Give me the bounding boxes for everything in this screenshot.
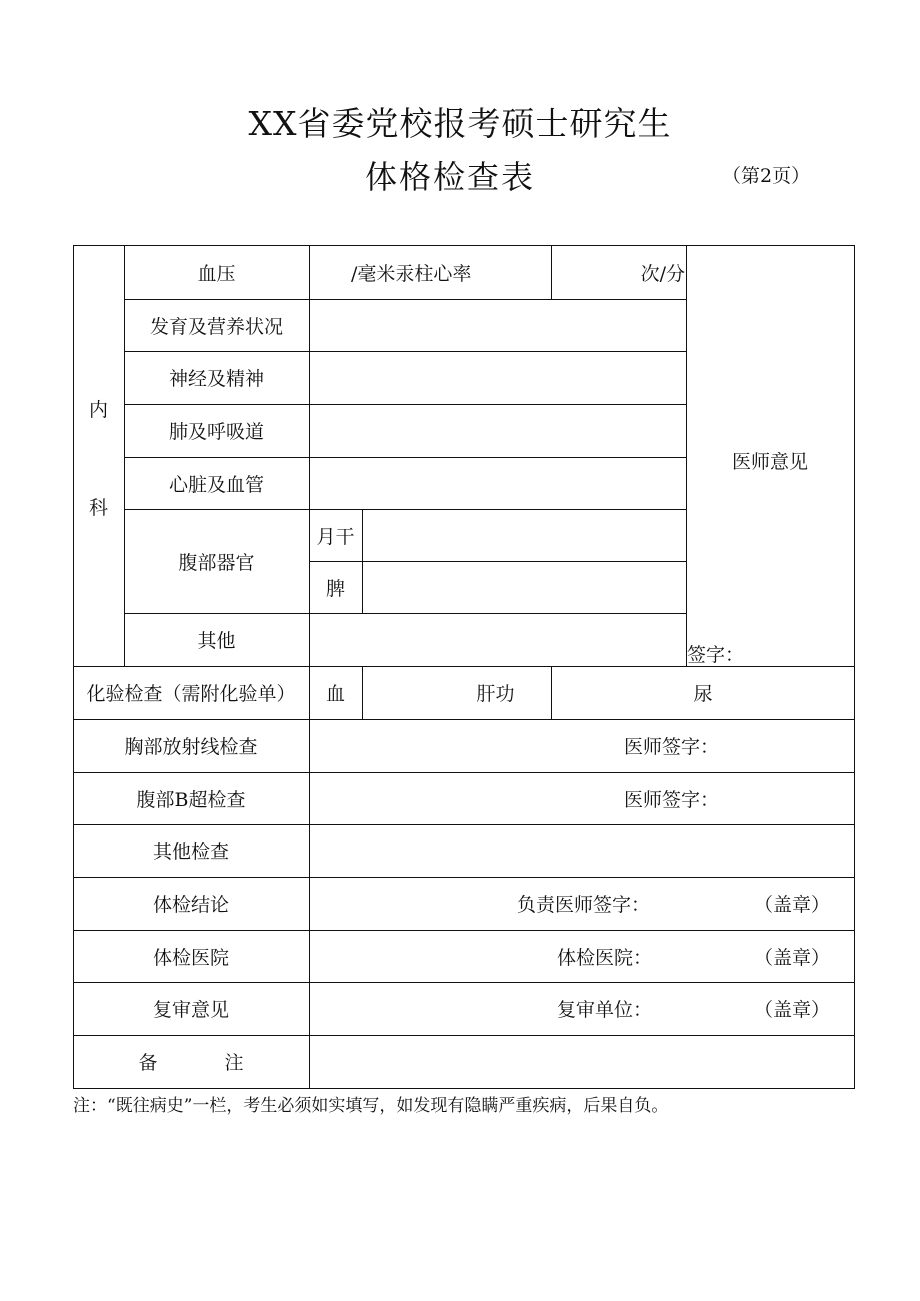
b-ultrasound-label: 腹部B超检查 <box>136 788 246 811</box>
doctor-opinion-label: 医师意见 <box>731 450 808 473</box>
development-label: 发育及营养状况 <box>149 315 283 338</box>
other-exam-label: 其他检查 <box>152 841 229 863</box>
spleen-label: 脾 <box>325 577 345 600</box>
hospital-signature: 体检医院： <box>557 946 653 969</box>
review-seal: （盖章） <box>754 999 831 1021</box>
liver-label: 月干 <box>316 525 355 548</box>
lab-test-label: 化验检查（需附化验单） <box>86 683 296 705</box>
page-number: （第2页） <box>722 165 811 187</box>
review-label: 复审意见 <box>152 999 229 1021</box>
bp-unit-heart-rate-label: /毫米汞柱心率 <box>351 262 472 285</box>
remark-label-second: 注 <box>224 1052 244 1074</box>
internal-section-label-bottom: 科 <box>88 496 108 519</box>
form-subtitle: 体格检查表 <box>364 158 535 196</box>
b-ultrasound-signature: 医师签字： <box>624 788 720 811</box>
conclusion-label: 体检结论 <box>152 894 229 916</box>
form-title: XX省委党校报考硕士研究生 <box>248 104 672 143</box>
remark-label-first: 备 <box>138 1052 158 1074</box>
chest-xray-label: 胸部放射线检查 <box>124 736 258 758</box>
heart-rate-unit-label: 次/分 <box>640 262 685 285</box>
footnote: 注：“既往病史”一栏，考生必须如实填写，如发现有隐瞒严重疾病，后果自负。 <box>73 1096 669 1116</box>
hospital-seal: （盖章） <box>754 946 831 969</box>
nerve-label: 神经及精神 <box>168 368 264 390</box>
review-signature: 复审单位： <box>557 999 653 1021</box>
liver-function-label: 肝功 <box>476 683 515 705</box>
blood-test-label: 血 <box>325 683 345 705</box>
blood-pressure-label: 血压 <box>197 262 236 285</box>
abdomen-label: 腹部器官 <box>178 551 255 574</box>
urine-test-label: 尿 <box>693 683 713 705</box>
heart-label: 心脏及血管 <box>168 473 264 496</box>
conclusion-seal: （盖章） <box>754 894 831 916</box>
doctor-signature-label: 签字： <box>687 643 745 666</box>
conclusion-signature: 负责医师签字： <box>517 894 651 916</box>
lung-label: 肺及呼吸道 <box>168 421 264 443</box>
other-internal-label: 其他 <box>197 630 236 652</box>
internal-section-label-top: 内 <box>88 398 108 421</box>
chest-xray-signature: 医师签字： <box>624 736 720 758</box>
hospital-label: 体检医院 <box>152 946 229 969</box>
